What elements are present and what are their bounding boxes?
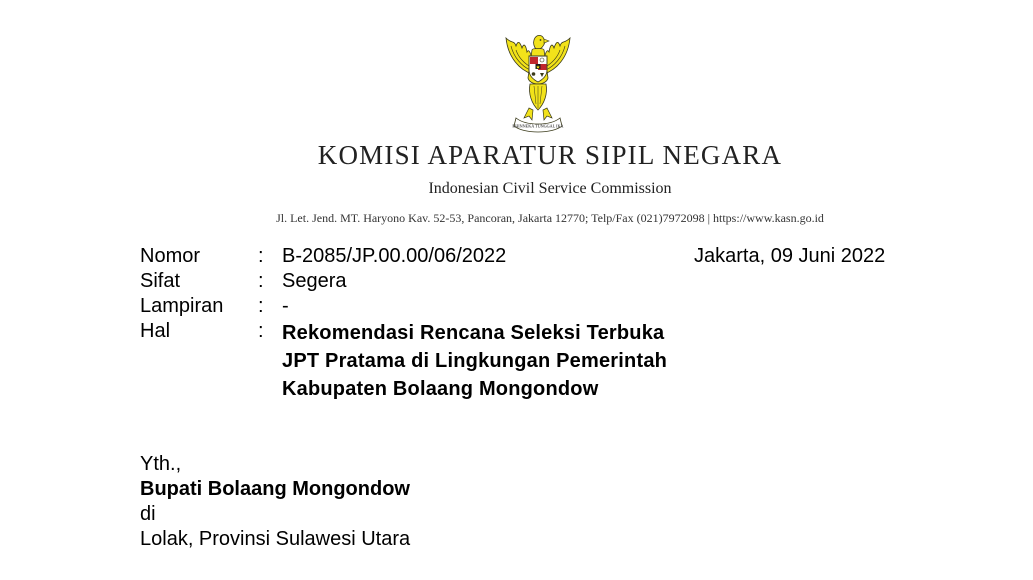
colon: : — [258, 270, 264, 292]
hal-label: Hal — [140, 320, 171, 342]
recipient-location: Lolak, Provinsi Sulawesi Utara — [140, 528, 411, 550]
lampiran-value: - — [282, 295, 289, 317]
colon: : — [258, 245, 264, 267]
emblem-motto: BHINNEKA TUNGGAL IKA — [512, 123, 564, 129]
org-address: Jl. Let. Jend. MT. Haryono Kav. 52-53, Pancoran, Jakarta 12770; Telp/Fax (021)7972098 | https://www.kasn.go.id — [276, 211, 824, 225]
colon: : — [258, 295, 264, 317]
subject-line: Rekomendasi Rencana Seleksi Terbuka — [282, 322, 665, 344]
subject-line: Kabupaten Bolaang Mongondow — [282, 378, 599, 400]
subject-text — [282, 319, 667, 403]
org-name: KOMISI APARATUR SIPIL NEGARA — [317, 140, 783, 170]
meta-row-nomor — [140, 244, 667, 269]
recipient-di: di — [140, 503, 156, 525]
sifat-label: Sifat — [140, 270, 181, 292]
recipient-name: Bupati Bolaang Mongondow — [140, 478, 410, 500]
meta-row-hal — [140, 319, 667, 403]
meta-row-sifat — [140, 269, 667, 294]
garuda-emblem-icon — [502, 30, 574, 138]
recipient-block — [140, 452, 410, 552]
nomor-value: B-2085/JP.00.00/06/2022 — [282, 245, 507, 267]
letter-date: Jakarta, 09 Juni 2022 — [694, 245, 886, 267]
subject-line: JPT Pratama di Lingkungan Pemerintah — [282, 350, 668, 372]
greeting: Yth., — [140, 453, 182, 475]
meta-row-lampiran — [140, 294, 667, 319]
colon: : — [258, 320, 264, 342]
lampiran-label: Lampiran — [140, 295, 224, 317]
nomor-label: Nomor — [140, 245, 201, 267]
sifat-value: Segera — [282, 270, 347, 292]
letter-meta — [140, 244, 667, 403]
org-name-english: Indonesian Civil Service Commission — [428, 180, 672, 197]
